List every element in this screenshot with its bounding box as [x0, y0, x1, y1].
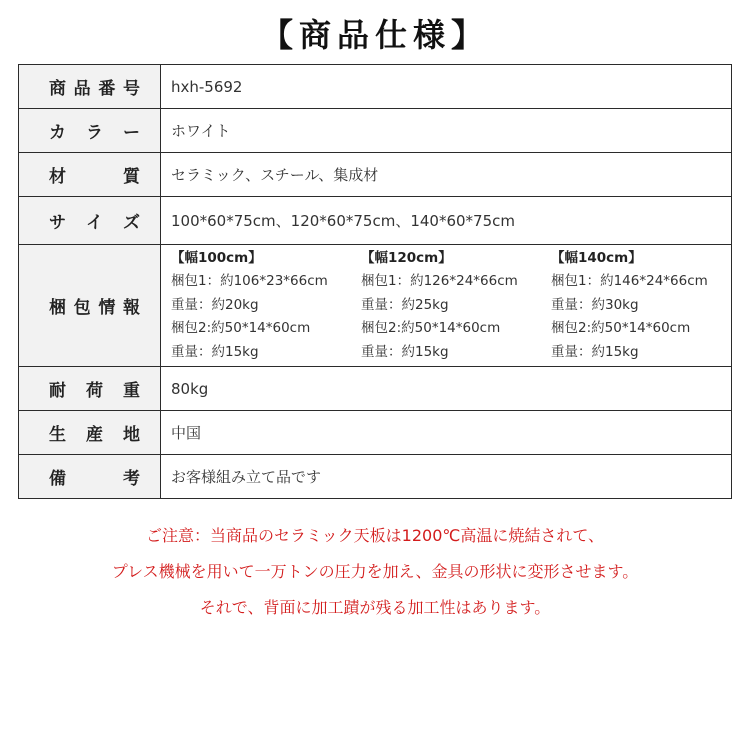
packing-line: 梱包1：約126*24*66cm [361, 273, 518, 290]
label-char: イ [86, 213, 103, 233]
label-remarks [19, 464, 160, 489]
value-material: セラミック、スチール、集成材 [161, 153, 732, 197]
label-cell [19, 367, 161, 411]
row-material [19, 153, 732, 197]
label-char: 生 [49, 425, 66, 445]
label-cell [19, 65, 161, 109]
value-size: 100*60*75cm、120*60*75cm、140*60*75cm [161, 197, 732, 245]
label-product-number [19, 74, 160, 99]
packing-grid [171, 247, 731, 365]
label-char: 重 [123, 381, 140, 401]
packing-head: 【幅140cm】 [551, 249, 642, 266]
label-material [19, 162, 160, 187]
packing-line: 梱包2:約50*14*60cm [171, 320, 311, 337]
label-origin [19, 420, 160, 445]
packing-column-100 [171, 247, 361, 365]
caution-notes [0, 523, 750, 631]
label-char: ズ [123, 213, 140, 233]
label-char: 情 [98, 298, 116, 318]
packing-line: 重量：約15kg [361, 343, 449, 360]
spec-table [18, 64, 732, 499]
row-size [19, 197, 732, 245]
packing-column-120 [361, 247, 551, 365]
label-char: 荷 [86, 381, 103, 401]
packing-head: 【幅100cm】 [171, 249, 262, 266]
caution-line: ご注意：当商品のセラミック天板は1200℃高温に焼結されて、 [145, 526, 605, 545]
label-char: 号 [122, 79, 140, 99]
packing-line: 重量：約15kg [551, 343, 639, 360]
label-load [19, 376, 160, 401]
label-char: 質 [123, 167, 140, 187]
label-char: カ [49, 123, 66, 143]
row-load [19, 367, 732, 411]
packing-line: 重量：約25kg [361, 296, 449, 313]
value-product-number: hxh-5692 [161, 65, 732, 109]
label-char: サ [49, 213, 66, 233]
label-packing [19, 293, 160, 318]
value-remarks: お客様組み立て品です [161, 455, 732, 499]
label-char: 番 [98, 79, 116, 99]
label-size [19, 208, 160, 233]
row-product-number [19, 65, 732, 109]
label-char: 包 [73, 298, 91, 318]
label-char: 商 [49, 79, 66, 99]
packing-line: 重量：約30kg [551, 296, 639, 313]
label-char: 産 [86, 425, 103, 445]
row-color [19, 109, 732, 153]
label-cell [19, 455, 161, 499]
value-color: ホワイト [161, 109, 732, 153]
value-packing [161, 245, 732, 367]
label-cell [19, 411, 161, 455]
label-char: 地 [123, 425, 140, 445]
caution-line: プレス機械を用いて一万トンの圧力を加え、金具の形状に変形させます。 [111, 562, 639, 581]
packing-column-140 [551, 247, 731, 365]
packing-head: 【幅120cm】 [361, 249, 452, 266]
label-char: ー [123, 123, 140, 143]
row-packing [19, 245, 732, 367]
packing-line: 梱包2:約50*14*60cm [361, 320, 501, 337]
packing-line: 重量：約20kg [171, 296, 259, 313]
label-char: ラ [86, 123, 103, 143]
value-origin: 中国 [161, 411, 732, 455]
label-char: 材 [49, 167, 66, 187]
label-char: 考 [123, 469, 140, 489]
page-title: 【商品仕様】 [260, 16, 489, 54]
label-color [19, 118, 160, 143]
caution-line: それで、背面に加工蹟が残る加工性はあります。 [199, 598, 551, 617]
packing-line: 梱包1：約106*23*66cm [171, 273, 328, 290]
label-cell [19, 245, 161, 367]
label-cell [19, 153, 161, 197]
row-origin [19, 411, 732, 455]
label-char: 備 [49, 469, 66, 489]
packing-line: 梱包2:約50*14*60cm [551, 320, 691, 337]
value-load: 80kg [161, 367, 732, 411]
packing-line: 梱包1：約146*24*66cm [551, 273, 708, 290]
row-remarks [19, 455, 732, 499]
label-cell [19, 109, 161, 153]
label-char: 耐 [49, 381, 66, 401]
label-cell [19, 197, 161, 245]
label-char: 報 [122, 298, 140, 318]
label-char: 品 [73, 79, 91, 99]
packing-line: 重量：約15kg [171, 343, 259, 360]
label-char: 梱 [49, 298, 66, 318]
